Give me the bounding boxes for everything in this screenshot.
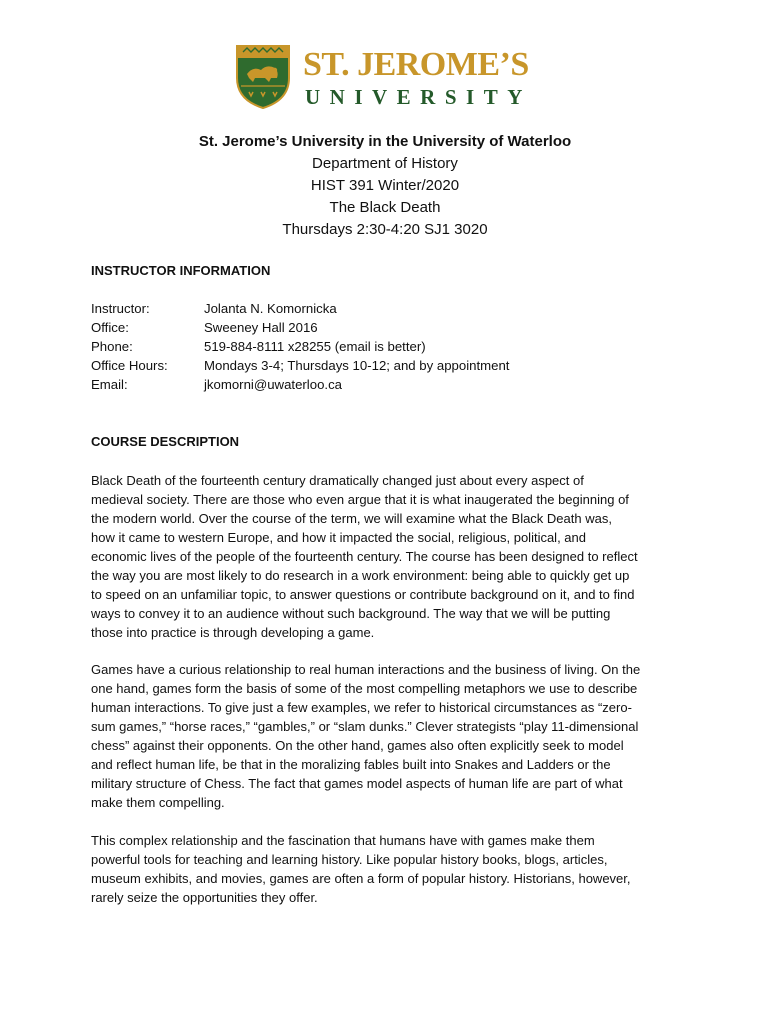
- description-paragraph-3: [91, 831, 691, 907]
- info-row-office: [91, 318, 509, 337]
- info-row-email: [91, 375, 509, 394]
- paragraph-line: military structure of Chess. The fact that games model aspects of human life are part of what: [91, 776, 623, 791]
- info-value: Mondays 3-4; Thursdays 10-12; and by appointment: [204, 358, 510, 373]
- paragraph-line: museum exhibits, and movies, games are often a form of popular history. Historians, however,: [91, 871, 631, 886]
- info-label: Phone:: [91, 339, 133, 354]
- info-label: Email:: [91, 377, 128, 392]
- paragraph-line: one hand, games form the basis of some of the most compelling metaphors we use to describe: [91, 681, 638, 696]
- paragraph-line: ways to convey it to an audience without such background. The way that we will be putting: [91, 606, 611, 621]
- paragraph-line: This complex relationship and the fascination that humans have with games make them: [91, 833, 595, 848]
- department-name: Department of History: [312, 155, 458, 172]
- info-row-phone: [91, 337, 509, 356]
- paragraph-line: the modern world. Over the course of the term, we will examine what the Black Death was,: [91, 511, 612, 526]
- logo-wordmark-bottom: UNIVERSITY: [305, 85, 532, 109]
- course-schedule: Thursdays 2:30-4:20 SJ1 3020: [282, 221, 488, 238]
- paragraph-line: those into practice is through developing a game.: [91, 625, 375, 640]
- info-label: Office Hours:: [91, 358, 168, 373]
- paragraph-line: human interactions. To give just a few examples, we refer to historical circumstances as “zero-: [91, 700, 632, 715]
- paragraph-line: chess” against their opponents. On the other hand, games also often explicitly seek to model: [91, 738, 624, 753]
- course-code: HIST 391 Winter/2020: [310, 177, 460, 194]
- shield-crest-icon: [235, 44, 291, 110]
- paragraph-line: economic lives of the people of the fourteenth century. The course has been designed to reflect: [91, 549, 638, 564]
- paragraph-line: sum games,” “horse races,” “gambles,” or “slam dunks.” Clever strategists “play 11-dimensional: [91, 719, 639, 734]
- info-value: Jolanta N. Komornicka: [204, 301, 337, 316]
- paragraph-line: Black Death of the fourteenth century dramatically changed just about every aspect of: [91, 473, 584, 488]
- university-logo: [235, 44, 535, 114]
- email-value: jkomorni@uwaterloo.ca: [204, 377, 342, 392]
- paragraph-line: how it came to western Europe, and how it impacted the social, religious, political, and: [91, 530, 586, 545]
- paragraph-line: powerful tools for teaching and learning history. Like popular history books, blogs, articles,: [91, 852, 608, 867]
- info-label: Office:: [91, 320, 129, 335]
- info-value: 519-884-8111 x28255 (email is better): [204, 339, 426, 354]
- paragraph-line: to speed on an unfamiliar topic, to answer questions or contribute background on it, and to find: [91, 587, 635, 602]
- paragraph-line: and reflect human life, be that in the moralizing fables built into Snakes and Ladders or the: [91, 757, 611, 772]
- paragraph-line: medieval society. There are those who even argue that it is what inaugerated the beginning of: [91, 492, 629, 507]
- institution-name: St. Jerome’s University in the University of Waterloo: [198, 133, 572, 150]
- info-row-instructor: [91, 299, 509, 318]
- paragraph-line: Games have a curious relationship to real human interactions and the business of living. On the: [91, 662, 641, 677]
- paragraph-line: make them compelling.: [91, 795, 225, 810]
- info-value: Sweeney Hall 2016: [204, 320, 318, 335]
- info-label: Instructor:: [91, 301, 150, 316]
- info-row-office-hours: [91, 356, 509, 375]
- course-title: The Black Death: [329, 199, 441, 216]
- paragraph-line: rarely seize the opportunities they offer.: [91, 890, 318, 905]
- paragraph-line: the way you are most likely to do research in a work environment: being able to quickly get up: [91, 568, 630, 583]
- course-description-heading: COURSE DESCRIPTION: [91, 434, 240, 449]
- instructor-info-heading: INSTRUCTOR INFORMATION: [91, 263, 271, 278]
- description-paragraph-1: [91, 471, 691, 642]
- course-header: [0, 131, 770, 241]
- logo-wordmark-top: ST. JEROME’S: [303, 46, 529, 83]
- instructor-info-list: [91, 299, 509, 394]
- description-paragraph-2: [91, 660, 691, 812]
